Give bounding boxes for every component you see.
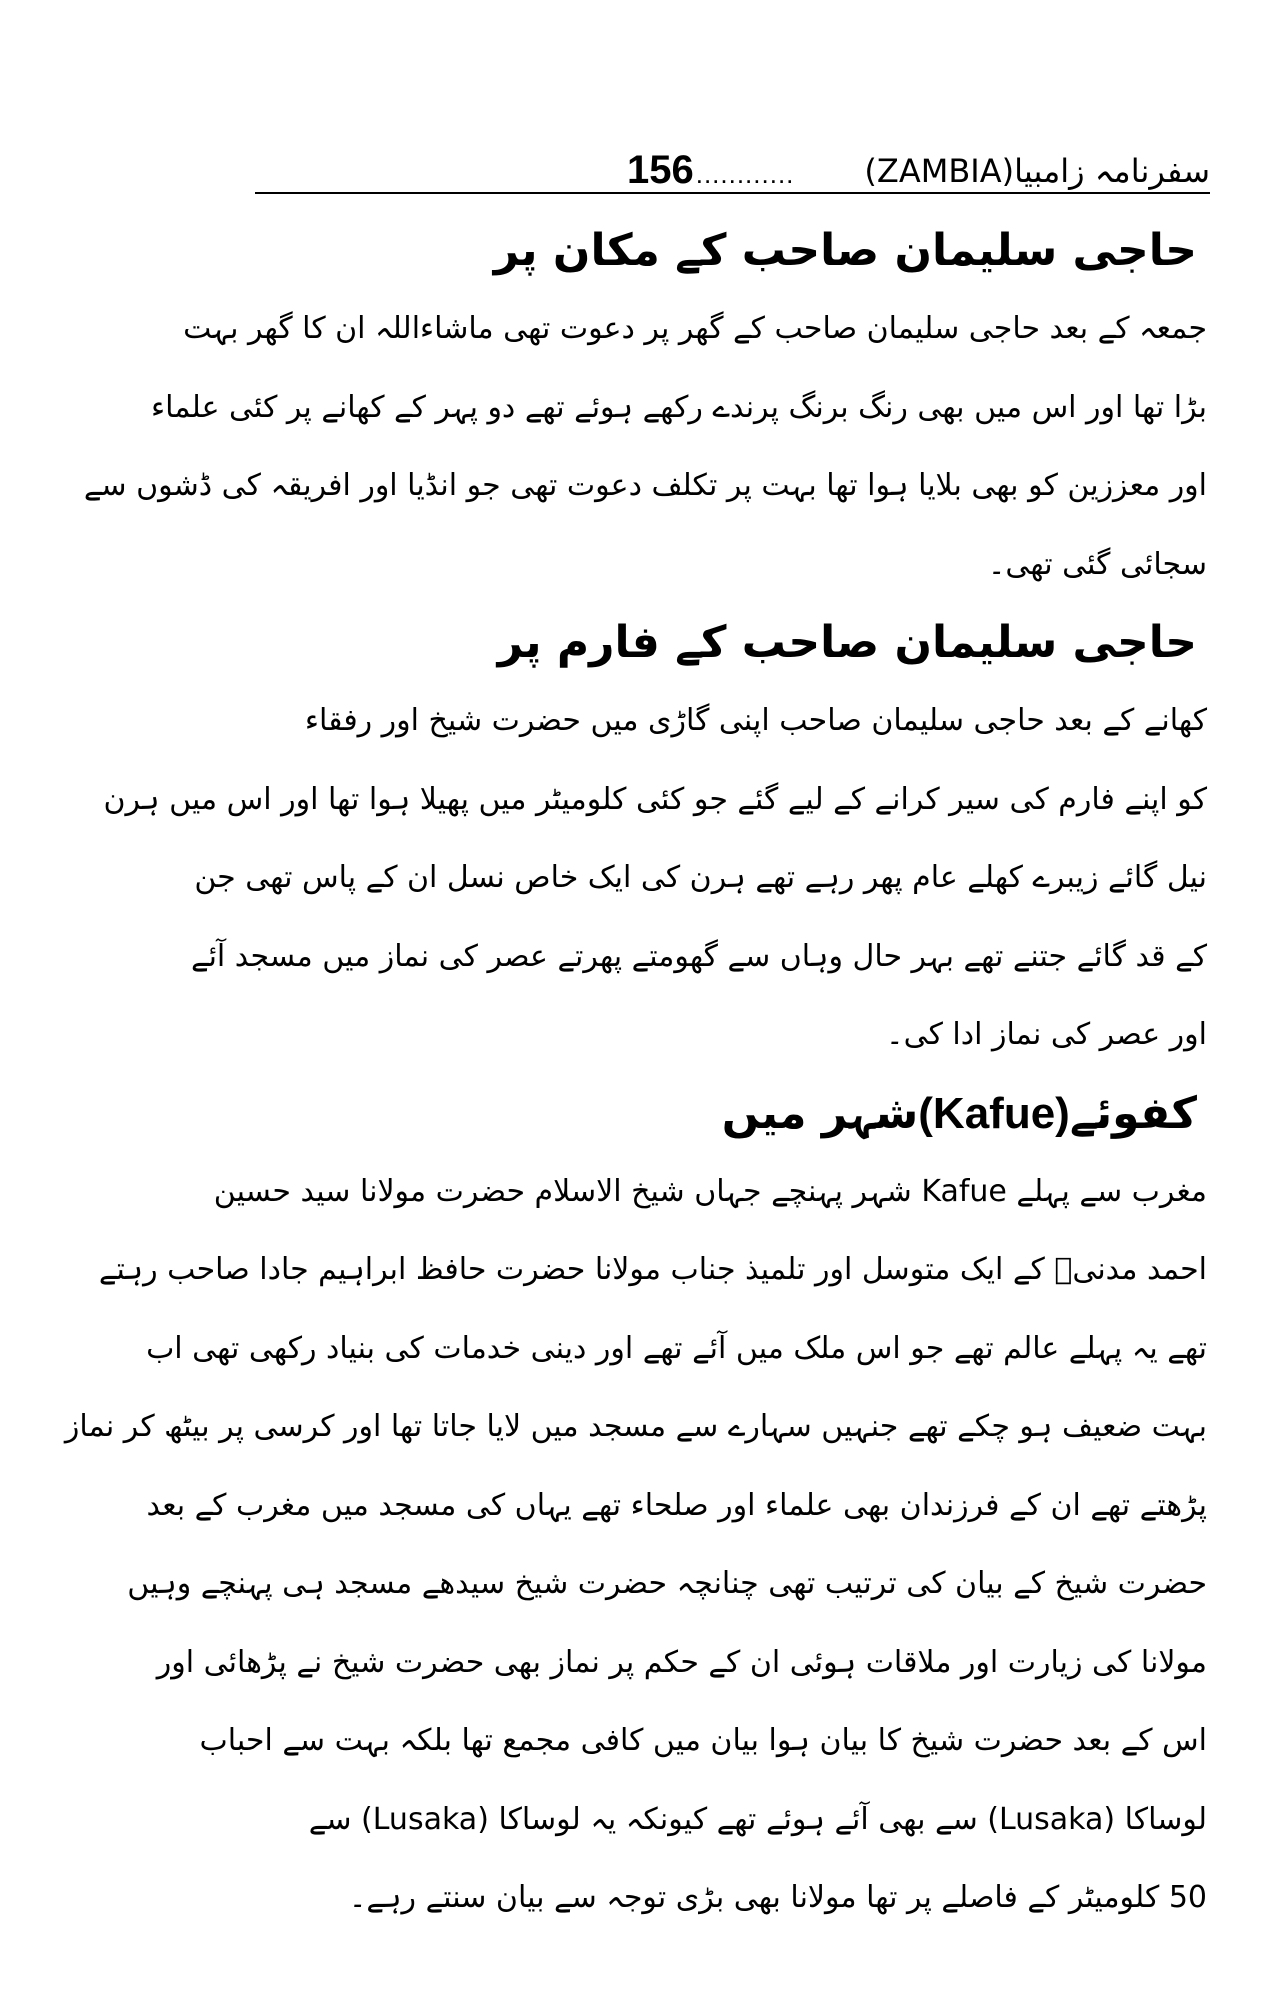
text-line: اس کے بعد حضرت شیخ کا بیان ہوا بیان میں کافی مجمع تھا بلکہ بہت سے احباب: [199, 1723, 1207, 1758]
text-line: مولانا کی زیارت اور ملاقات ہوئی ان کے حکم پر نماز بھی حضرت شیخ نے پڑھائی اور: [156, 1644, 1207, 1680]
text-line: سجائی گئی تھی۔: [987, 546, 1207, 582]
section-heading-hajji-suleman-farm: حاجی سلیمان صاحب کے فارم پر: [497, 617, 1197, 668]
text-line: پڑھتے تھے ان کے فرزندان بھی علماء اور صلحاء تھے یہاں کی مسجد میں مغرب کے بعد: [146, 1487, 1207, 1523]
section-heading-hajji-suleman-house: حاجی سلیمان صاحب کے مکان پر: [493, 225, 1197, 276]
page-body: [64, 210, 1207, 1938]
text-line: حضرت شیخ کے بیان کی ترتیب تھی چنانچہ حضرت شیخ سیدھے مسجد ہی پہنچے وہیں: [127, 1566, 1207, 1601]
text-line: بڑا تھا اور اس میں بھی رنگ برنگ پرندے رکھے ہوئے تھے دو پہر کے کھانے پر کئی علماء: [151, 389, 1207, 425]
text-line: اور معززین کو بھی بلایا ہوا تھا بہت پر تکلف دعوت تھی جو انڈیا اور افریقہ کی ڈشوں سے: [83, 468, 1207, 503]
text-line: جمعہ کے بعد حاجی سلیمان صاحب کے گھر پر دعوت تھی ماشاءاللہ ان کا گھر بہت: [183, 311, 1207, 346]
text-line: کھانے کے بعد حاجی سلیمان صاحب اپنی گاڑی میں حضرت شیخ اور رفقاء: [304, 703, 1207, 738]
text-line: نیل گائے زیبرے کھلے عام پھر رہے تھے ہرن کی ایک خاص نسل ان کے پاس تھی جن: [194, 860, 1207, 895]
paragraph-kafue-city: [64, 1153, 1207, 1938]
text-line: بہت ضعیف ہو چکے تھے جنہیں سہارے سے مسجد میں لایا جاتا تھا اور کرسی پر بیٹھ کر نماز: [64, 1409, 1207, 1444]
heading-latin-kafue: (Kafue): [918, 1088, 1070, 1138]
text-line: لوساکا (Lusaka) سے بھی آئے ہوئے تھے کیونکہ یہ لوساکا (Lusaka) سے: [308, 1801, 1207, 1837]
heading-part: کفوئے: [1069, 1087, 1197, 1139]
text-line: کے قد گائے جتنے تھے بہر حال وہاں سے گھومتے پھرتے عصر کی نماز میں مسجد آئے: [191, 938, 1207, 974]
leader-dots: ............: [695, 159, 795, 189]
paragraph-hajji-suleman-house: [83, 290, 1207, 604]
paragraph-hajji-suleman-farm: [103, 682, 1207, 1075]
text-line: تھے یہ پہلے عالم تھے جو اس ملک میں آئے تھے اور دینی خدمات کی بنیاد رکھی تھی اب: [146, 1330, 1207, 1366]
text-line: احمد مدنیؒ کے ایک متوسل اور تلمیذ جناب مولانا حضرت حافظ ابراہیم جادا صاحب رہتے: [98, 1252, 1207, 1287]
text-line: 50 کلومیٹر کے فاصلے پر تھا مولانا بھی بڑی توجہ سے بیان سنتے رہے۔: [348, 1880, 1207, 1915]
running-head: [255, 120, 1210, 190]
text-line: مغرب سے پہلے Kafue شہر پہنچے جہاں شیخ الاسلام حضرت مولانا سید حسین: [213, 1173, 1207, 1209]
page-number: 156: [626, 148, 694, 192]
running-title: سفرنامہ زامبیا(ZAMBIA): [864, 152, 1210, 190]
text-line: کو اپنے فارم کی سیر کرانے کے لیے گئے جو کئی کلومیٹر میں پھیلا ہوا تھا اور اس میں ہرن: [103, 781, 1207, 817]
header-rule: [255, 192, 1210, 194]
heading-part: شہر میں: [721, 1087, 919, 1139]
text-line: اور عصر کی نماز ادا کی۔: [886, 1017, 1207, 1052]
section-heading-kafue-city: [262, 1075, 1207, 1153]
